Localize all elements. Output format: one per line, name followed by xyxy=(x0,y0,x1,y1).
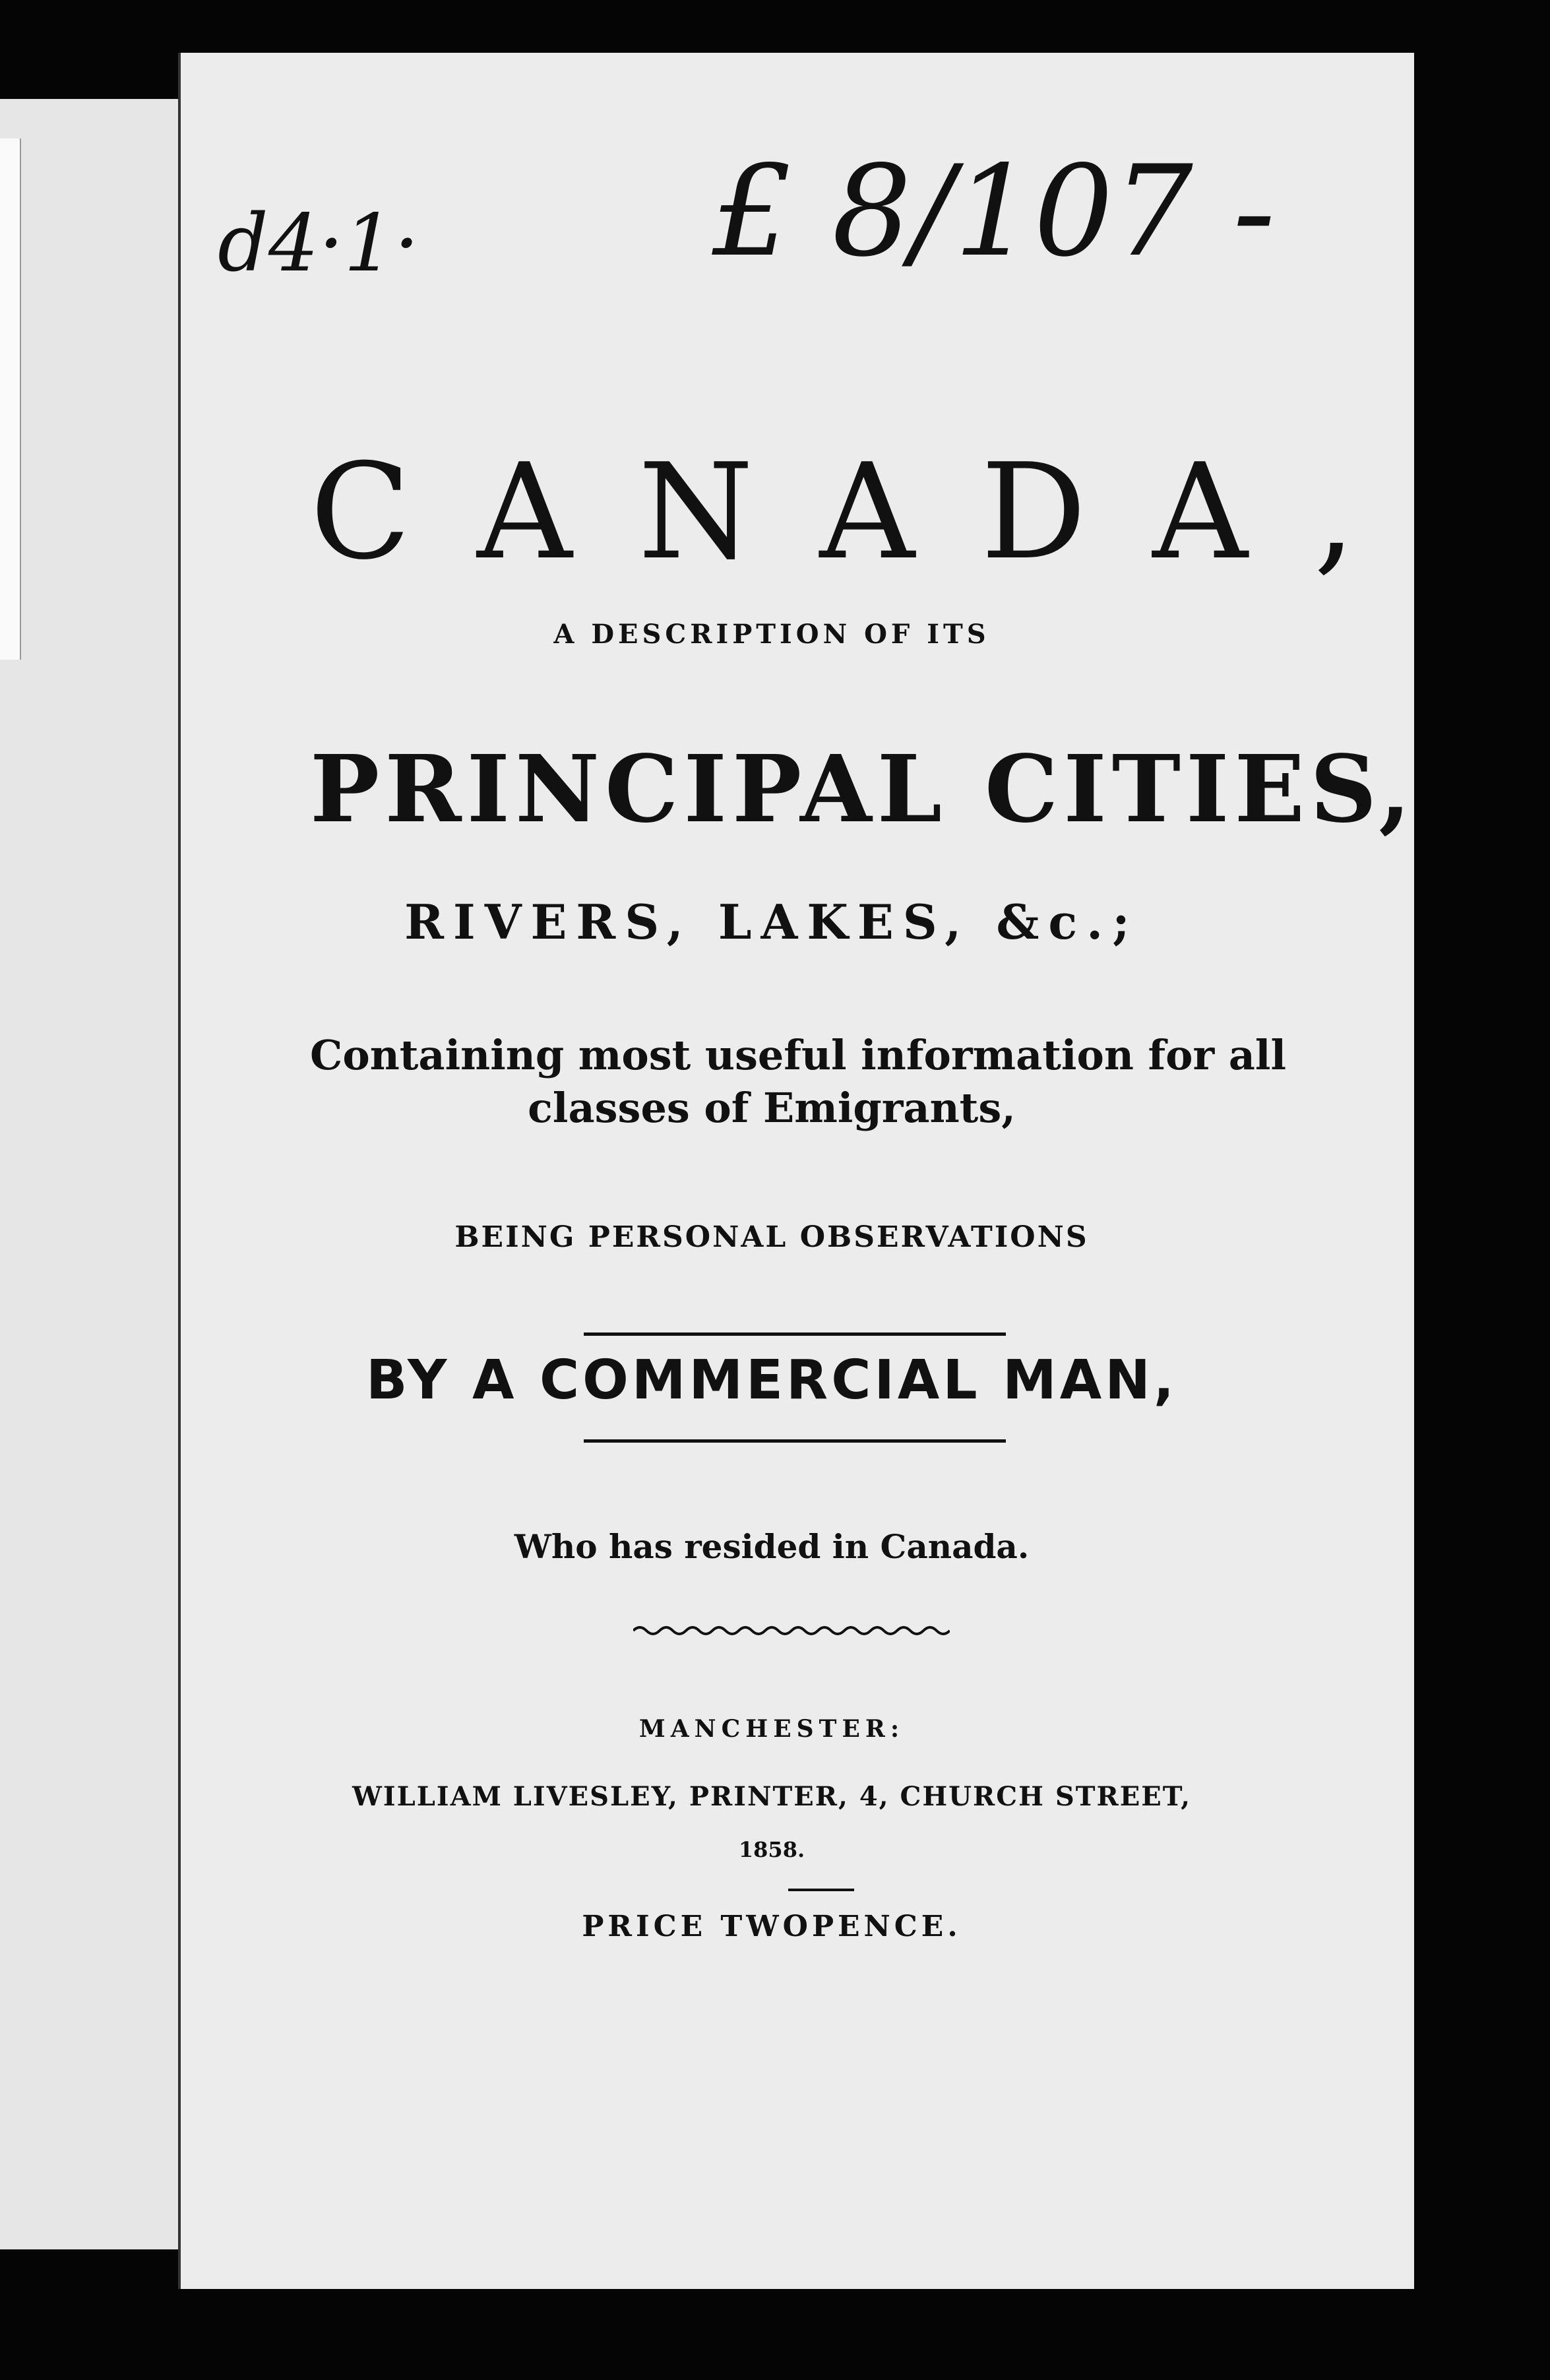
publication-year: 1858. xyxy=(738,1837,805,1862)
rule-below-byline xyxy=(584,1439,1006,1443)
publication-place: MANCHESTER: xyxy=(638,1715,905,1743)
subtitle-principal-cities: PRINCIPAL CITIES, xyxy=(310,736,1417,844)
rule-above-price xyxy=(788,1889,854,1891)
containing-line-2: classes of Emigrants, xyxy=(528,1084,1016,1132)
book-title: CANADA, xyxy=(310,435,1422,589)
facing-page-strip xyxy=(0,139,21,660)
handwritten-catalog-mark: £ 8/107 - xyxy=(712,139,1276,284)
printer-info: WILLIAM LIVESLEY, PRINTER, 4, CHURCH STREET, xyxy=(352,1781,1192,1812)
wavy-divider xyxy=(633,1623,950,1639)
resided-text: Who has resided in Canada. xyxy=(514,1527,1030,1566)
observations-text: BEING PERSONAL OBSERVATIONS xyxy=(454,1220,1089,1254)
handwritten-note: d4·1· xyxy=(218,198,419,290)
author-byline: BY A COMMERCIAL MAN, xyxy=(366,1349,1177,1412)
rule-above-byline xyxy=(584,1332,1006,1336)
subtitle-rivers-lakes: RIVERS, LAKES, &c.; xyxy=(404,894,1139,950)
containing-text xyxy=(310,1029,1287,1135)
price-text: PRICE TWOPENCE. xyxy=(582,1910,962,1943)
containing-line-1: Containing most useful information for all xyxy=(310,1031,1287,1079)
facing-page-edge xyxy=(0,99,203,2249)
title-page xyxy=(178,53,1422,2289)
subtitle-description: A DESCRIPTION OF ITS xyxy=(553,619,990,650)
